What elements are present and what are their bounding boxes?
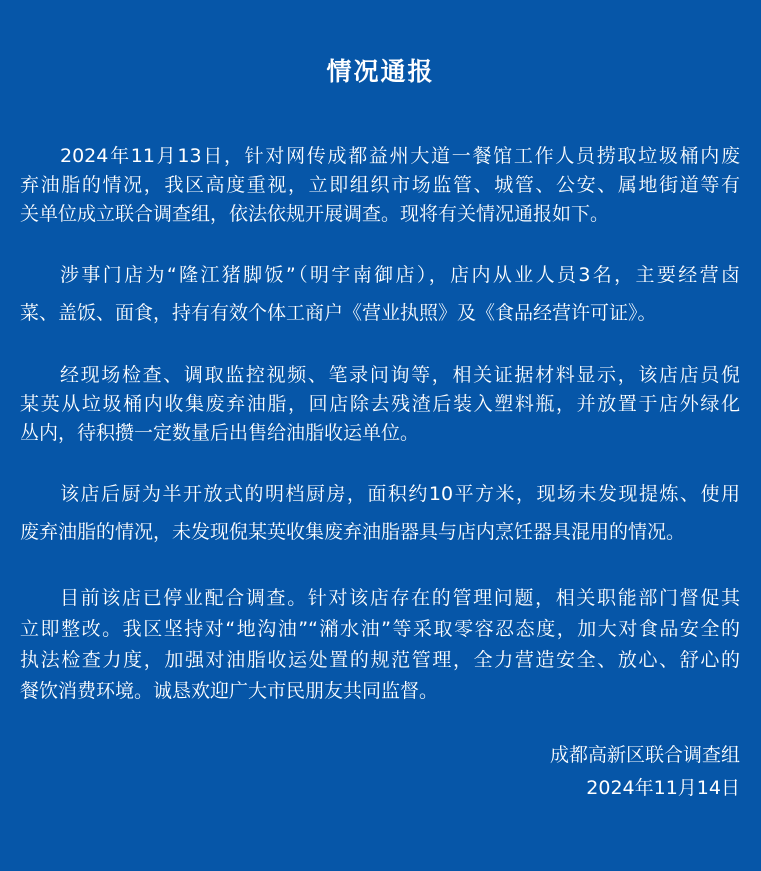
text-line: 丛内，待积攒一定数量后出售给油脂收运单位。 (20, 422, 420, 444)
paragraph-1 (20, 142, 740, 229)
paragraph-5 (20, 583, 740, 707)
text-line: 2024年11月13日，针对网传成都益州大道一餐馆工作人员捞取垃圾桶内废 (60, 145, 740, 167)
text-line: 某英从垃圾桶内收集废弃油脂，回店除去残渣后装入塑料瓶，并放置于店外绿化 (20, 393, 740, 415)
notice-title: 情况通报 (326, 57, 435, 86)
signature-org: 成都高新区联合调查组 (549, 744, 740, 766)
text-line: 该店后厨为半开放式的明档厨房，面积约10平方米，现场未发现提炼、使用 (60, 483, 740, 505)
text-line: 目前该店已停业配合调查。针对该店存在的管理问题，相关职能部门督促其 (60, 587, 740, 609)
text-line: 弃油脂的情况，我区高度重视，立即组织市场监管、城管、公安、属地街道等有 (20, 174, 740, 196)
text-line: 菜、盖饭、面食，持有有效个体工商户《营业执照》及《食品经营许可证》。 (20, 302, 657, 324)
text-line: 餐饮消费环境。诚恳欢迎广大市民朋友共同监督。 (20, 680, 439, 702)
text-line: 立即整改。我区坚持对“地沟油”“潲水油”等采取零容忍态度，加大对食品安全的 (20, 618, 740, 640)
text-line: 执法检查力度，加强对油脂收运处置的规范管理，全力营造安全、放心、舒心的 (20, 649, 740, 671)
text-line: 涉事门店为“隆江猪脚饭”（明宇南御店），店内从业人员3名，主要经营卤 (60, 264, 740, 286)
text-line: 废弃油脂的情况，未发现倪某英收集废弃油脂器具与店内烹饪器具混用的情况。 (20, 521, 686, 543)
text-line: 经现场检查、调取监控视频、笔录问询等，相关证据材料显示，该店店员倪 (60, 364, 740, 386)
signature-date: 2024年11月14日 (586, 777, 740, 799)
paragraph-4 (20, 475, 740, 551)
text-line: 关单位成立联合调查组，依法依规开展调查。现将有关情况通报如下。 (20, 203, 610, 225)
paragraph-2 (20, 256, 740, 332)
paragraph-3 (20, 361, 740, 448)
